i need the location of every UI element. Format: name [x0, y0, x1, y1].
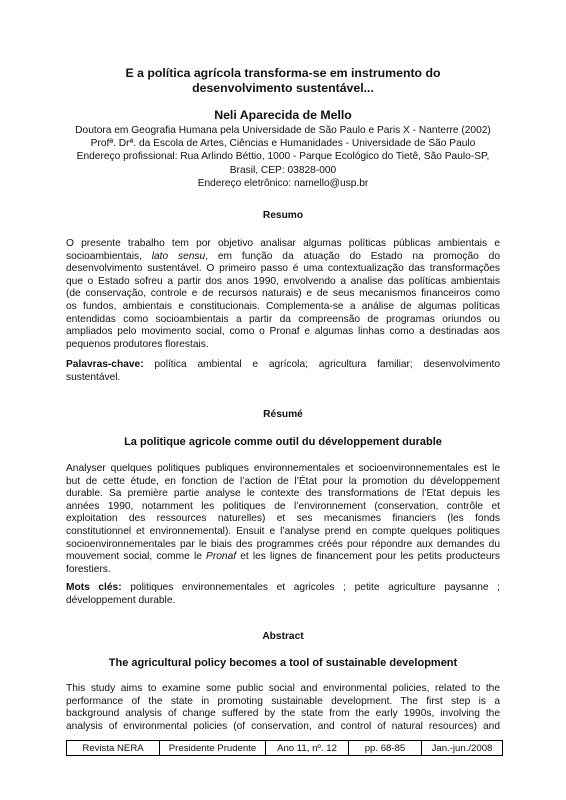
- resume-line: Analyser quelques politiques publiques environnementales et socioenvironnementales est le: [66, 463, 500, 474]
- resume-line: forestiers.: [66, 563, 111, 575]
- affiliation-line: Endereço profissional: Rua Arlindo Béttio, 1000 - Parque Ecológico do Tietê, São Paulo-SP,: [76, 151, 490, 163]
- affiliation-line: Endereço eletrônico: namello@usp.br: [197, 177, 369, 189]
- keywords-line: [66, 359, 500, 372]
- abstract-body: [66, 683, 500, 733]
- keywords-label: Mots clés:: [66, 582, 122, 593]
- resumo-line: desenvolvimento sustentável. O primeiro passo é uma contextualização das transformações: [66, 263, 500, 275]
- resume-heading: Résumé: [263, 409, 303, 420]
- resumo-keywords: [66, 359, 500, 384]
- resumo-line: (de conservação, controle e de recursos naturais) e de seus mecanismos financeiros como: [66, 288, 500, 300]
- keywords-text: politiques environnementales et agricoles ; petite agriculture paysanne ;: [121, 582, 500, 593]
- resumo-line: os fundos, ambientais e constitucionais. Complementa-se a análise de algumas políticas: [66, 300, 500, 312]
- resume-subtitle: La politique agricole comme outil du développement durable: [124, 436, 442, 448]
- resume-line: but de cette étude, en fonction de l’action de l’État pour la promotion du développement: [66, 475, 500, 487]
- resumo-body: [66, 238, 500, 351]
- abstract-line: analysis of environmental policies (of conservation, and control of natural resources) and: [66, 720, 500, 732]
- title-line: desenvolvimento sustentável...: [192, 81, 374, 95]
- footer-date: Jan.-jun./2008: [431, 742, 493, 754]
- affiliation-line: Profª. Drª. da Escola de Artes, Ciências e Humanidades - Universidade de São Paulo: [90, 138, 476, 150]
- resumo-heading: Resumo: [262, 210, 304, 221]
- keywords-label: Palavras-chave:: [66, 359, 144, 370]
- resume-line: durable. Sa première partie analyse le contexte des transformations de l’Etat depuis les: [66, 488, 500, 500]
- abstract-line: performance of the state in promoting sustainable development. The first step is a: [66, 695, 500, 707]
- affiliation-line: Brasil, CEP: 03828-000: [229, 164, 337, 176]
- title-line: E a política agrícola transforma-se em instrumento do: [125, 66, 441, 80]
- abstract-subtitle: The agricultural policy becomes a tool of sustainable development: [108, 657, 458, 669]
- journal-footer: [66, 740, 503, 756]
- paper-title: [66, 66, 500, 96]
- author-name: Neli Aparecida de Mello: [214, 108, 352, 122]
- abstract-heading: Abstract: [262, 631, 304, 642]
- abstract-line: This study aims to examine some public social and environmental policies, related to the: [66, 683, 500, 694]
- footer-pages: pp. 68-85: [349, 741, 422, 755]
- resumo-line-fragment: socioambientais,: [66, 250, 152, 262]
- pronaf-term: Pronaf: [206, 551, 237, 563]
- keywords-text: política ambiental e agrícola; agricultura familiar; desenvolvimento: [143, 359, 500, 370]
- keywords-line: [66, 582, 500, 595]
- resume-line: années 1990, notamment les politiques de l’environnement (conservation, contrôle et: [66, 500, 500, 512]
- resumo-line: que o Estado sofreu a partir dos anos 1990, envolvendo a analise das políticas ambientais: [66, 275, 500, 287]
- resumo-line: [66, 251, 500, 264]
- resumo-line: O presente trabalho tem por objetivo analisar algumas políticas públicas ambientais e: [66, 238, 500, 249]
- affiliation-line: Doutora em Geografia Humana pela Universidade de São Paulo e Paris X - Nanterre (2002): [75, 125, 491, 136]
- resume-line-fragment: et les lignes de financement pour les petits producteurs: [236, 551, 500, 563]
- resumo-line: entendidas como socioambientais a partir da compreensão de programas oriundos ou: [66, 313, 500, 325]
- author-affiliation: [66, 124, 500, 190]
- footer-city: Presidente Prudente: [160, 741, 266, 755]
- lato-sensu-term: lato sensu: [151, 250, 206, 262]
- keywords-line: développement durable.: [66, 594, 176, 606]
- resume-body: [66, 463, 500, 576]
- resume-line: constitutionnel et environnemental). Ensuit e l’analyse prend en compte quelques politiques: [66, 525, 500, 537]
- resume-line-fragment: mouvement social, comme le: [66, 551, 207, 563]
- footer-journal: Revista NERA: [67, 741, 160, 755]
- keywords-line: sustentável.: [66, 371, 121, 383]
- resumo-line: pequenos produtores florestais.: [66, 338, 209, 350]
- resume-keywords: [66, 582, 500, 607]
- footer-volume: Ano 11, nº. 12: [266, 741, 349, 755]
- resume-line: exploitation des ressources naturelles) et ses mecanismes financiers (les fonds: [66, 513, 500, 525]
- resume-line: socioenvironnementales par le biais des programmes créés pour répondre aux demandes du: [66, 538, 500, 550]
- abstract-line: background analysis of change suffered by the state from the early 1990s, involving the: [66, 708, 500, 720]
- resume-line: [66, 551, 500, 564]
- resumo-line: ampliados pelo movimento social, como o Pronaf e algumas linhas como a destinadas aos: [66, 326, 500, 338]
- resumo-line-fragment: , em função da atuação do Estado na promoção do: [205, 250, 500, 262]
